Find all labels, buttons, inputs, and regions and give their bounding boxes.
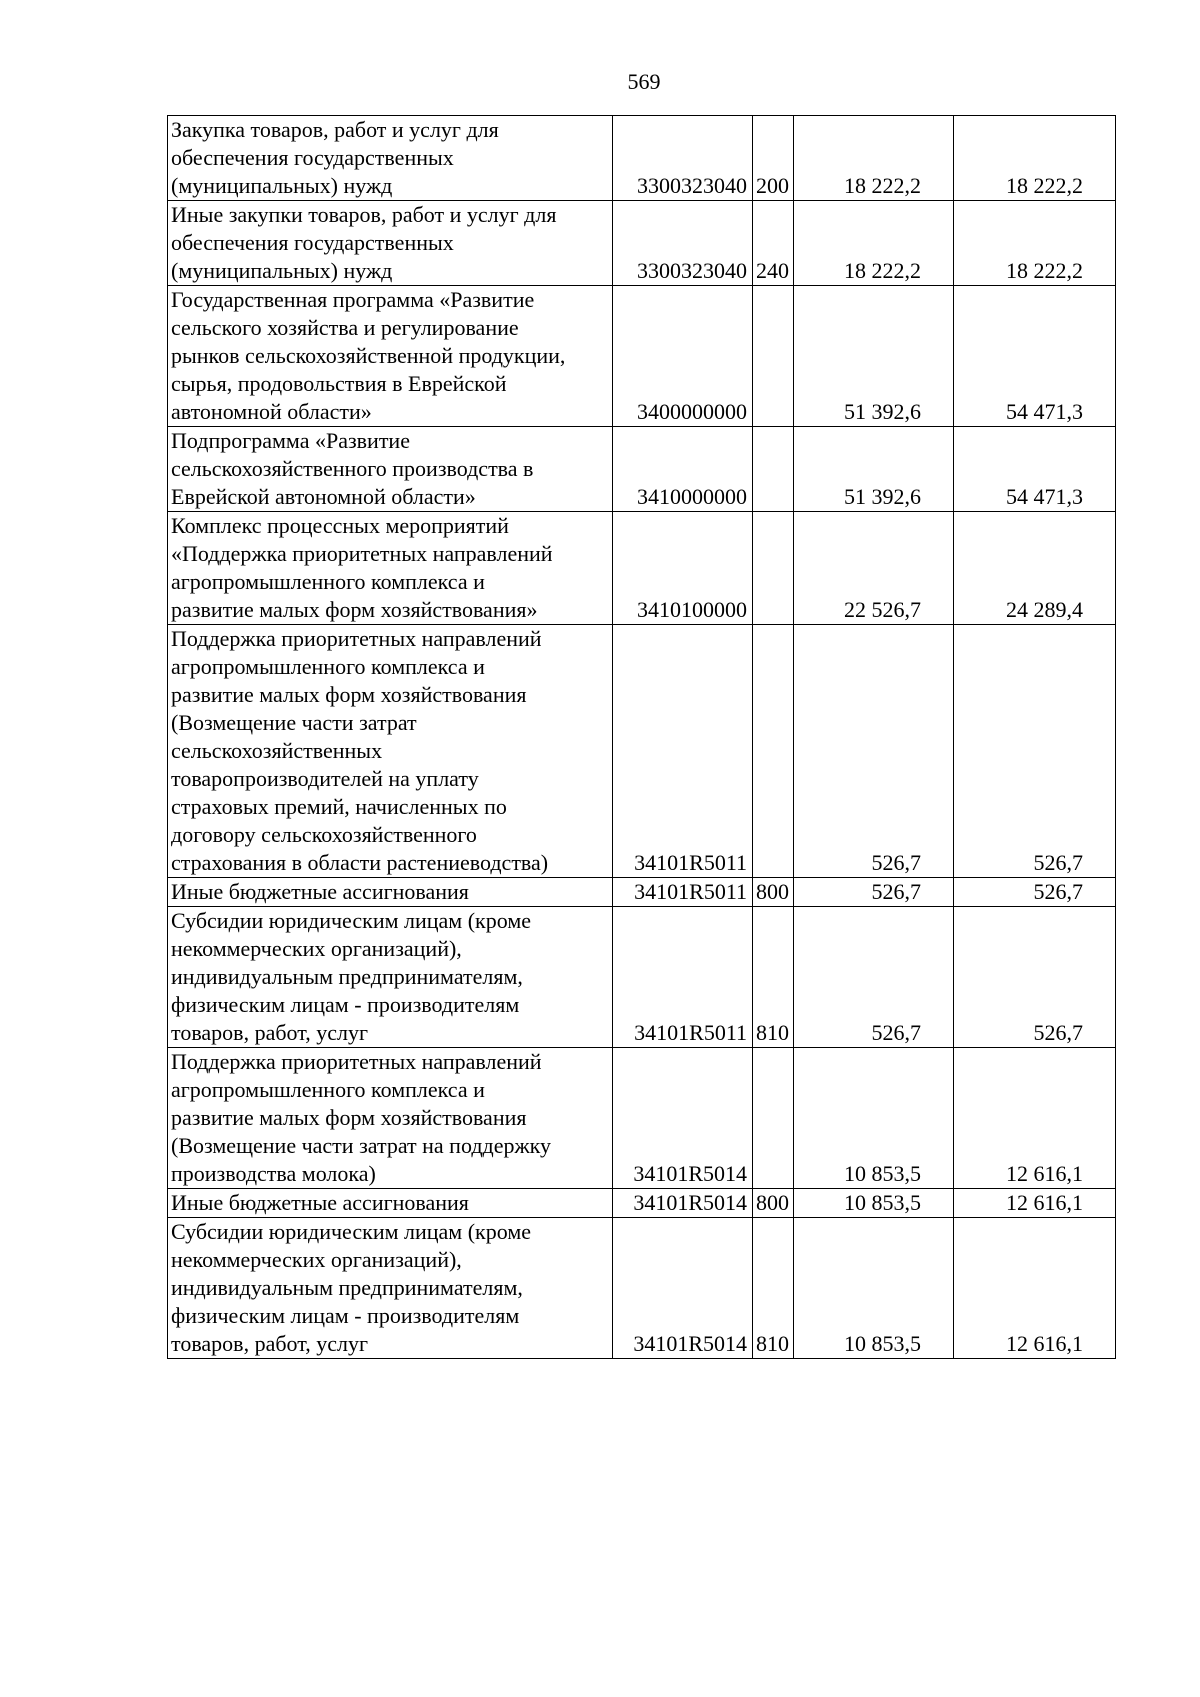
amount-year-2: 18 222,2: [954, 116, 1116, 201]
target-article-code: 3400000000: [613, 286, 753, 427]
description-line: (Возмещение части затрат: [171, 710, 417, 735]
row-description: [168, 625, 613, 878]
target-article-code: 34101R5011: [613, 907, 753, 1048]
amount-year-1: 10 853,5: [794, 1218, 954, 1359]
amount-year-1: 526,7: [794, 907, 954, 1048]
expense-type-code: 240: [753, 201, 794, 286]
expense-type-code: 800: [753, 878, 794, 907]
description-line: Государственная программа «Развитие: [171, 287, 535, 312]
description-line: Поддержка приоритетных направлений: [171, 626, 542, 651]
expense-type-code: 810: [753, 907, 794, 1048]
expense-type-code: [753, 286, 794, 427]
description-line: развитие малых форм хозяйствования»: [171, 597, 538, 622]
amount-year-2: 24 289,4: [954, 512, 1116, 625]
description-line: сельскохозяйственного производства в: [171, 456, 534, 481]
budget-table: [167, 115, 1116, 1359]
description-line: агропромышленного комплекса и: [171, 1077, 485, 1102]
expense-type-code: [753, 625, 794, 878]
target-article-code: 34101R5014: [613, 1048, 753, 1189]
row-description: [168, 116, 613, 201]
table-body: [168, 116, 1116, 1359]
target-article-code: 34101R5014: [613, 1218, 753, 1359]
description-line: некоммерческих организаций),: [171, 1247, 462, 1272]
amount-year-2: 526,7: [954, 625, 1116, 878]
amount-year-2: 18 222,2: [954, 201, 1116, 286]
description-line: сельского хозяйства и регулирование: [171, 315, 519, 340]
table-row: [168, 201, 1116, 286]
table-row: [168, 427, 1116, 512]
expense-type-code: [753, 427, 794, 512]
description-line: товаров, работ, услуг: [171, 1020, 368, 1045]
row-description: [168, 907, 613, 1048]
expense-type-code: 810: [753, 1218, 794, 1359]
expense-type-code: [753, 1048, 794, 1189]
description-line: «Поддержка приоритетных направлений: [171, 541, 553, 566]
description-line: товаропроизводителей на уплату: [171, 766, 479, 791]
description-line: (муниципальных) нужд: [171, 258, 393, 283]
amount-year-2: 526,7: [954, 878, 1116, 907]
row-description: [168, 1218, 613, 1359]
table-row: [168, 1218, 1116, 1359]
row-description: [168, 512, 613, 625]
amount-year-1: 22 526,7: [794, 512, 954, 625]
table-row: [168, 907, 1116, 1048]
description-line: Подпрограмма «Развитие: [171, 428, 410, 453]
amount-year-1: 526,7: [794, 625, 954, 878]
description-line: агропромышленного комплекса и: [171, 569, 485, 594]
row-description: [168, 1189, 613, 1218]
description-line: физическим лицам - производителям: [171, 992, 520, 1017]
description-line: сельскохозяйственных: [171, 738, 383, 763]
expense-type-code: 200: [753, 116, 794, 201]
description-line: индивидуальным предпринимателям,: [171, 1275, 523, 1300]
row-description: [168, 201, 613, 286]
amount-year-1: 18 222,2: [794, 201, 954, 286]
description-line: физическим лицам - производителям: [171, 1303, 520, 1328]
amount-year-2: 54 471,3: [954, 427, 1116, 512]
amount-year-2: 12 616,1: [954, 1189, 1116, 1218]
description-line: Субсидии юридическим лицам (кроме: [171, 908, 532, 933]
description-line: обеспечения государственных: [171, 145, 454, 170]
row-description: [168, 878, 613, 907]
amount-year-2: 526,7: [954, 907, 1116, 1048]
table-row: [168, 286, 1116, 427]
description-line: (муниципальных) нужд: [171, 173, 393, 198]
description-line: Иные бюджетные ассигнования: [171, 879, 469, 904]
table-row: [168, 878, 1116, 907]
description-line: товаров, работ, услуг: [171, 1331, 368, 1356]
description-line: сырья, продовольствия в Еврейской: [171, 371, 507, 396]
description-line: Еврейской автономной области»: [171, 484, 476, 509]
target-article-code: 34101R5014: [613, 1189, 753, 1218]
target-article-code: 34101R5011: [613, 625, 753, 878]
description-line: Закупка товаров, работ и услуг для: [171, 117, 499, 142]
description-line: агропромышленного комплекса и: [171, 654, 485, 679]
table-row: [168, 1048, 1116, 1189]
description-line: обеспечения государственных: [171, 230, 454, 255]
target-article-code: 34101R5011: [613, 878, 753, 907]
description-line: страховых премий, начисленных по: [171, 794, 507, 819]
page-number: 569: [627, 69, 661, 94]
target-article-code: 3300323040: [613, 201, 753, 286]
amount-year-2: 12 616,1: [954, 1218, 1116, 1359]
amount-year-1: 526,7: [794, 878, 954, 907]
description-line: развитие малых форм хозяйствования: [171, 682, 527, 707]
table-row: [168, 116, 1116, 201]
row-description: [168, 286, 613, 427]
description-line: рынков сельскохозяйственной продукции,: [171, 343, 566, 368]
amount-year-1: 10 853,5: [794, 1048, 954, 1189]
table-row: [168, 512, 1116, 625]
description-line: Иные закупки товаров, работ и услуг для: [171, 202, 557, 227]
description-line: страхования в области растениеводства): [171, 850, 549, 875]
amount-year-1: 18 222,2: [794, 116, 954, 201]
amount-year-1: 51 392,6: [794, 286, 954, 427]
expense-type-code: [753, 512, 794, 625]
description-line: Субсидии юридическим лицам (кроме: [171, 1219, 532, 1244]
table-row: [168, 1189, 1116, 1218]
amount-year-2: 54 471,3: [954, 286, 1116, 427]
description-line: индивидуальным предпринимателям,: [171, 964, 523, 989]
expense-type-code: 800: [753, 1189, 794, 1218]
target-article-code: 3300323040: [613, 116, 753, 201]
target-article-code: 3410100000: [613, 512, 753, 625]
description-line: Иные бюджетные ассигнования: [171, 1190, 469, 1215]
amount-year-2: 12 616,1: [954, 1048, 1116, 1189]
description-line: производства молока): [171, 1161, 376, 1186]
row-description: [168, 427, 613, 512]
description-line: развитие малых форм хозяйствования: [171, 1105, 527, 1130]
description-line: (Возмещение части затрат на поддержку: [171, 1133, 552, 1158]
table-row: [168, 625, 1116, 878]
description-line: договору сельскохозяйственного: [171, 822, 477, 847]
amount-year-1: 51 392,6: [794, 427, 954, 512]
amount-year-1: 10 853,5: [794, 1189, 954, 1218]
description-line: Поддержка приоритетных направлений: [171, 1049, 542, 1074]
description-line: автономной области»: [171, 399, 372, 424]
description-line: Комплекс процессных мероприятий: [171, 513, 509, 538]
description-line: некоммерческих организаций),: [171, 936, 462, 961]
target-article-code: 3410000000: [613, 427, 753, 512]
row-description: [168, 1048, 613, 1189]
